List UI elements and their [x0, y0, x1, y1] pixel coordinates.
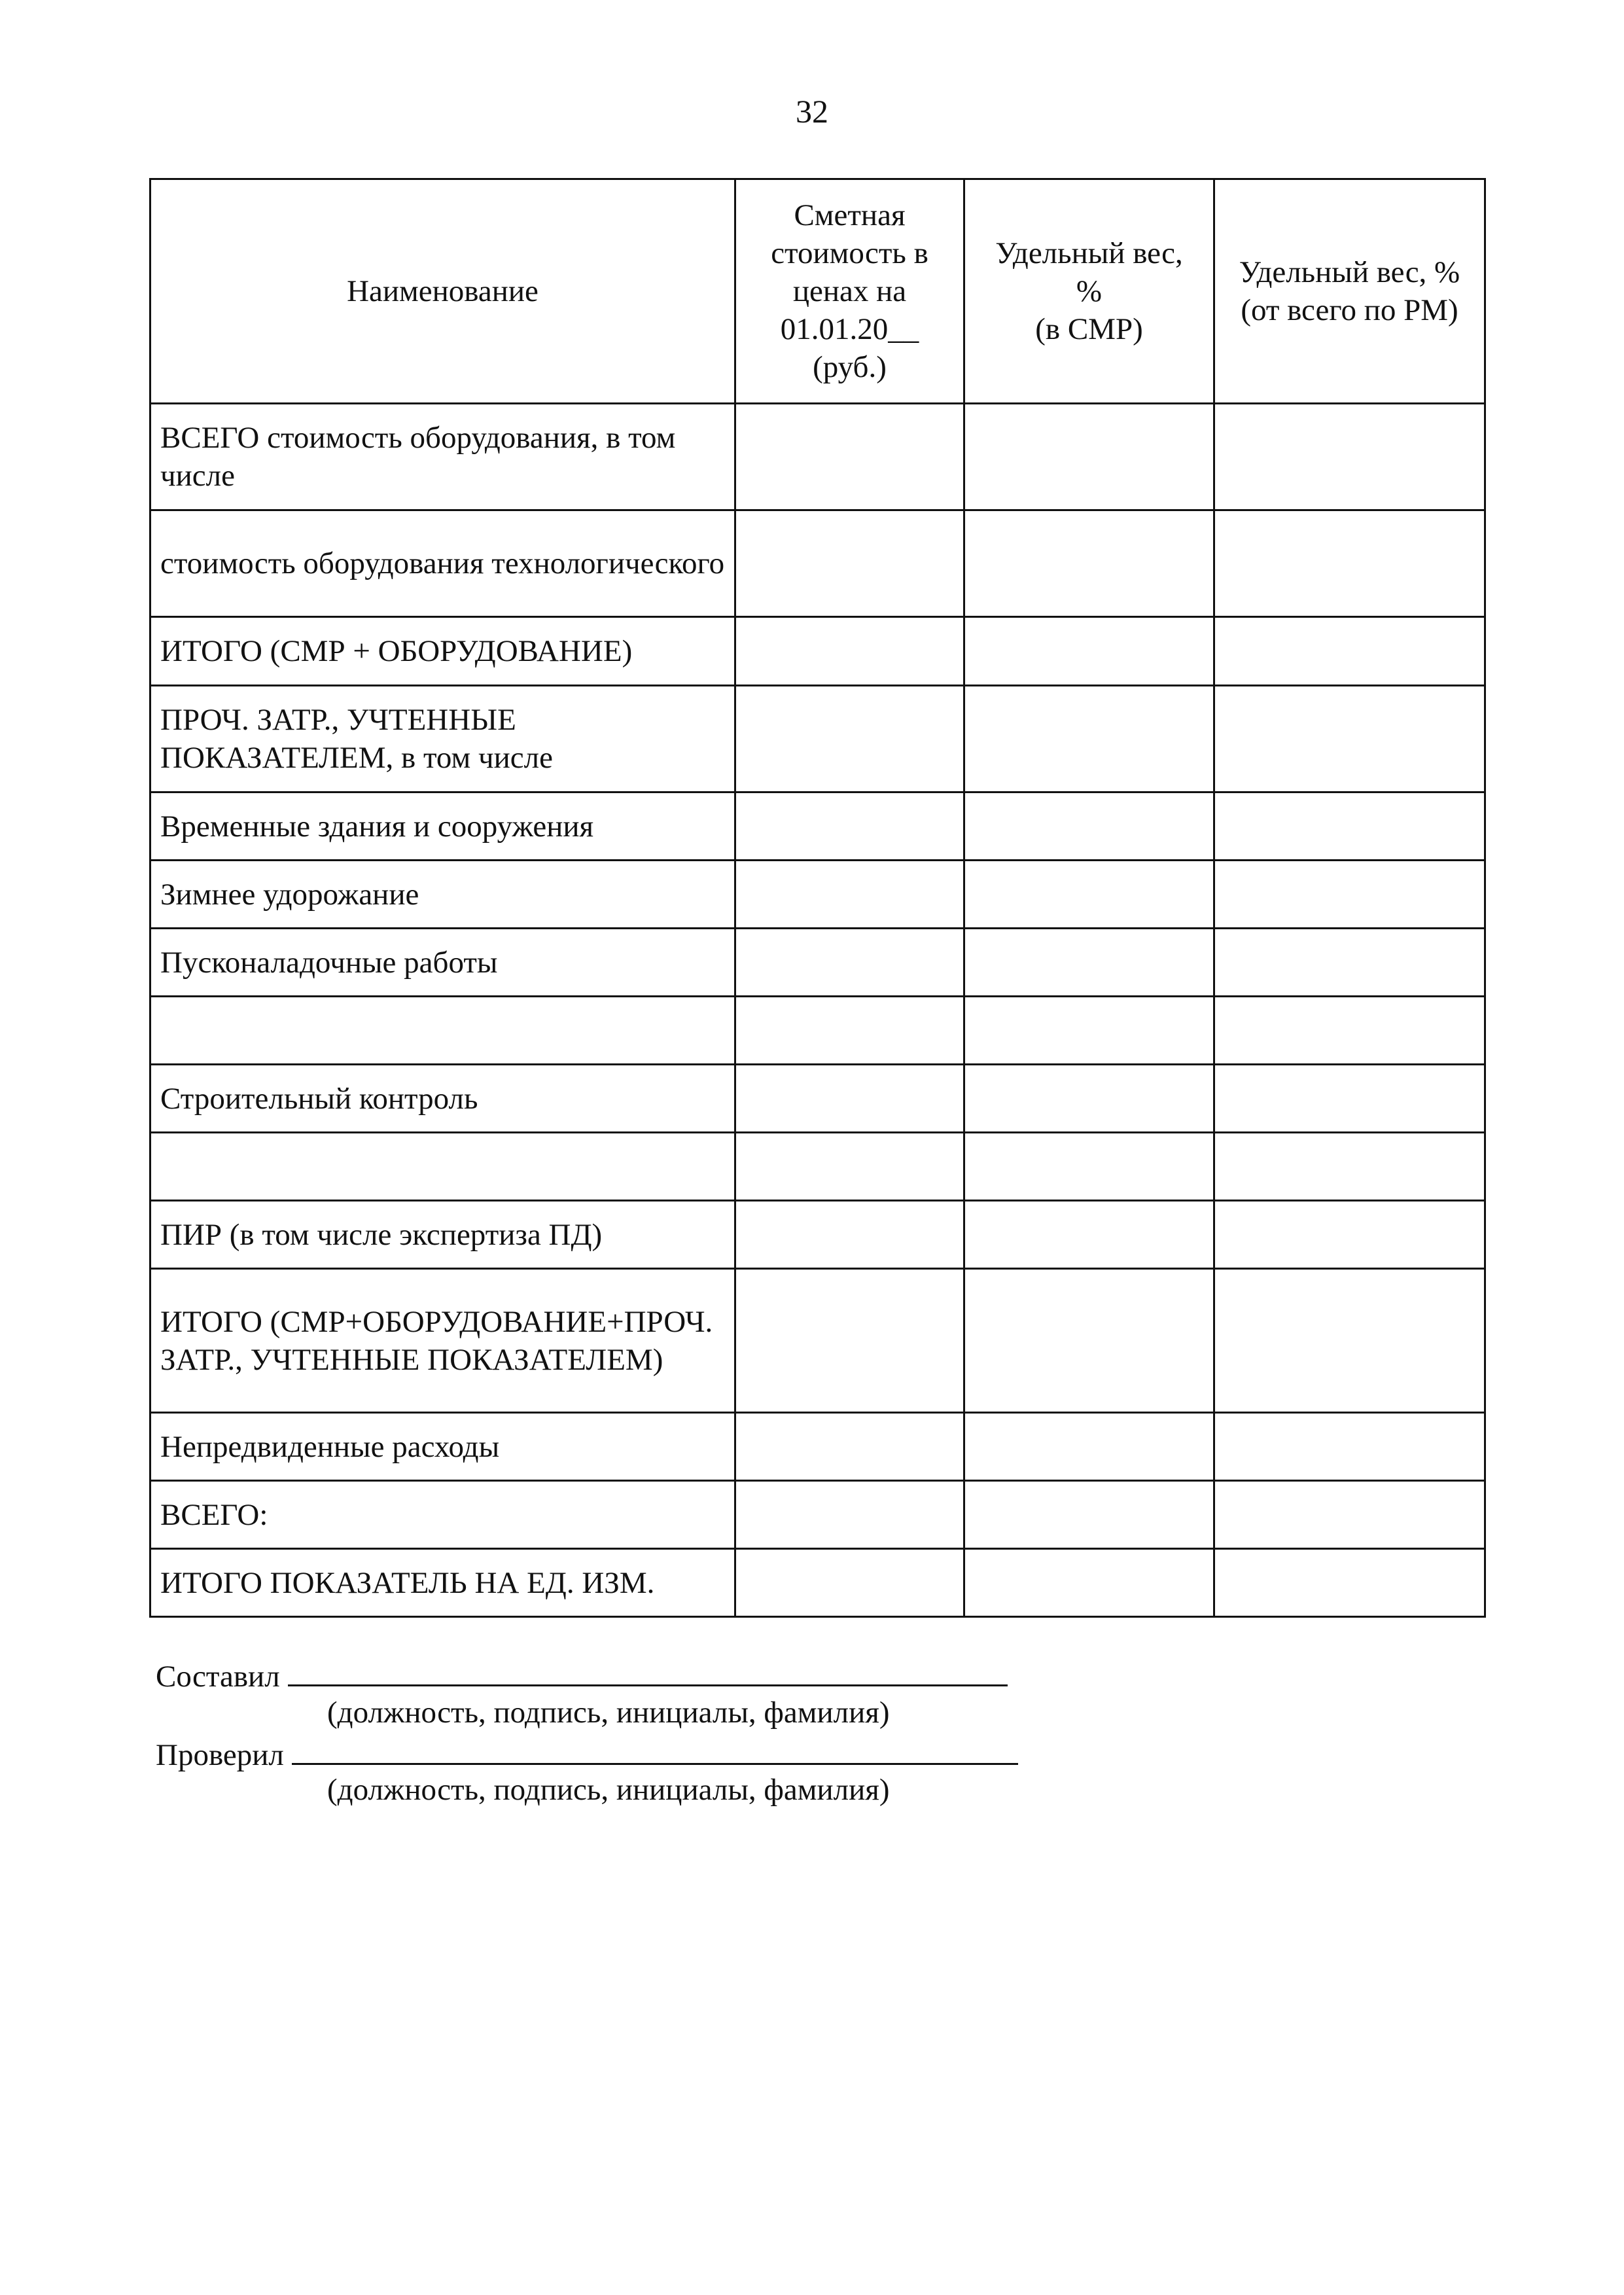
row-name: ИТОГО (СМР + ОБОРУДОВАНИЕ) — [150, 617, 735, 686]
cell-estimated-cost[interactable] — [735, 1065, 964, 1133]
cell-estimated-cost[interactable] — [735, 404, 964, 510]
page-number: 32 — [796, 93, 828, 130]
table-row — [150, 404, 1485, 510]
cell-share-total[interactable] — [1214, 997, 1485, 1065]
cell-share-smr[interactable] — [964, 1413, 1214, 1481]
checked-by-field[interactable] — [292, 1733, 1018, 1765]
compiled-by-line — [156, 1654, 1008, 1696]
row-name — [150, 1133, 735, 1201]
cell-share-smr[interactable] — [964, 861, 1214, 929]
table-header-row — [150, 179, 1485, 404]
header-name: Наименование — [150, 179, 735, 404]
table-row — [150, 1549, 1485, 1617]
row-name: Пусконаладочные работы — [150, 929, 735, 997]
table-row — [150, 861, 1485, 929]
row-name: ПИР (в том числе экспертиза ПД) — [150, 1201, 735, 1269]
row-name: Непредвиденные расходы — [150, 1413, 735, 1481]
cell-share-total[interactable] — [1214, 929, 1485, 997]
header-share-total: Удельный вес, % (от всего по РМ) — [1214, 179, 1485, 404]
cell-share-smr[interactable] — [964, 617, 1214, 686]
table-row — [150, 1269, 1485, 1413]
cell-estimated-cost[interactable] — [735, 617, 964, 686]
table-row — [150, 1201, 1485, 1269]
cell-estimated-cost[interactable] — [735, 929, 964, 997]
cell-share-total[interactable] — [1214, 510, 1485, 617]
table-row — [150, 617, 1485, 686]
cell-share-total[interactable] — [1214, 1201, 1485, 1269]
checked-by-label: Проверил — [156, 1738, 284, 1772]
cell-share-total[interactable] — [1214, 404, 1485, 510]
checked-by-line — [156, 1733, 1018, 1774]
cell-share-total[interactable] — [1214, 617, 1485, 686]
cell-share-smr[interactable] — [964, 404, 1214, 510]
row-name: Зимнее удорожание — [150, 861, 735, 929]
cell-estimated-cost[interactable] — [735, 1269, 964, 1413]
cell-share-total[interactable] — [1214, 1133, 1485, 1201]
table-row — [150, 1133, 1485, 1201]
cell-estimated-cost[interactable] — [735, 1549, 964, 1617]
table-row — [150, 1065, 1485, 1133]
estimate-table — [149, 178, 1486, 1618]
table-row — [150, 997, 1485, 1065]
cell-estimated-cost[interactable] — [735, 1133, 964, 1201]
cell-share-smr[interactable] — [964, 510, 1214, 617]
cell-estimated-cost[interactable] — [735, 861, 964, 929]
cell-share-total[interactable] — [1214, 1269, 1485, 1413]
compiled-by-caption: (должность, подпись, инициалы, фамилия) — [327, 1696, 890, 1730]
cell-share-smr[interactable] — [964, 792, 1214, 861]
cell-share-smr[interactable] — [964, 997, 1214, 1065]
row-name: стоимость оборудования технологического — [150, 510, 735, 617]
table-row — [150, 929, 1485, 997]
cell-share-smr[interactable] — [964, 1133, 1214, 1201]
checked-by-caption: (должность, подпись, инициалы, фамилия) — [327, 1773, 890, 1807]
row-name: ИТОГО ПОКАЗАТЕЛЬ НА ЕД. ИЗМ. — [150, 1549, 735, 1617]
cell-estimated-cost[interactable] — [735, 686, 964, 792]
cell-share-smr[interactable] — [964, 929, 1214, 997]
header-share-smr: Удельный вес, % (в СМР) — [964, 179, 1214, 404]
cell-share-smr[interactable] — [964, 1201, 1214, 1269]
cell-share-total[interactable] — [1214, 686, 1485, 792]
table-row — [150, 510, 1485, 617]
compiled-by-field[interactable] — [288, 1654, 1008, 1686]
row-name: ИТОГО (СМР+ОБОРУДОВАНИЕ+ПРОЧ. ЗАТР., УЧТЕННЫЕ ПОКАЗАТЕЛЕМ) — [150, 1269, 735, 1413]
cell-estimated-cost[interactable] — [735, 792, 964, 861]
cell-share-smr[interactable] — [964, 1269, 1214, 1413]
cell-estimated-cost[interactable] — [735, 1481, 964, 1549]
cell-share-smr[interactable] — [964, 1481, 1214, 1549]
row-name: ПРОЧ. ЗАТР., УЧТЕННЫЕ ПОКАЗАТЕЛЕМ, в том числе — [150, 686, 735, 792]
table-row — [150, 686, 1485, 792]
row-name: Строительный контроль — [150, 1065, 735, 1133]
table-row — [150, 792, 1485, 861]
cell-share-total[interactable] — [1214, 1481, 1485, 1549]
cell-share-total[interactable] — [1214, 861, 1485, 929]
table-row — [150, 1481, 1485, 1549]
cell-estimated-cost[interactable] — [735, 1413, 964, 1481]
cell-estimated-cost[interactable] — [735, 1201, 964, 1269]
cell-share-smr[interactable] — [964, 1065, 1214, 1133]
table-row — [150, 1413, 1485, 1481]
cell-share-total[interactable] — [1214, 1065, 1485, 1133]
header-estimated-cost: Сметная стоимость в ценах на 01.01.20__ (руб.) — [735, 179, 964, 404]
cell-estimated-cost[interactable] — [735, 997, 964, 1065]
row-name: ВСЕГО стоимость оборудования, в том числе — [150, 404, 735, 510]
cell-estimated-cost[interactable] — [735, 510, 964, 617]
row-name: ВСЕГО: — [150, 1481, 735, 1549]
compiled-by-label: Составил — [156, 1660, 280, 1694]
cell-share-smr[interactable] — [964, 1549, 1214, 1617]
cell-share-smr[interactable] — [964, 686, 1214, 792]
cell-share-total[interactable] — [1214, 1549, 1485, 1617]
row-name — [150, 997, 735, 1065]
cell-share-total[interactable] — [1214, 792, 1485, 861]
cell-share-total[interactable] — [1214, 1413, 1485, 1481]
row-name: Временные здания и сооружения — [150, 792, 735, 861]
